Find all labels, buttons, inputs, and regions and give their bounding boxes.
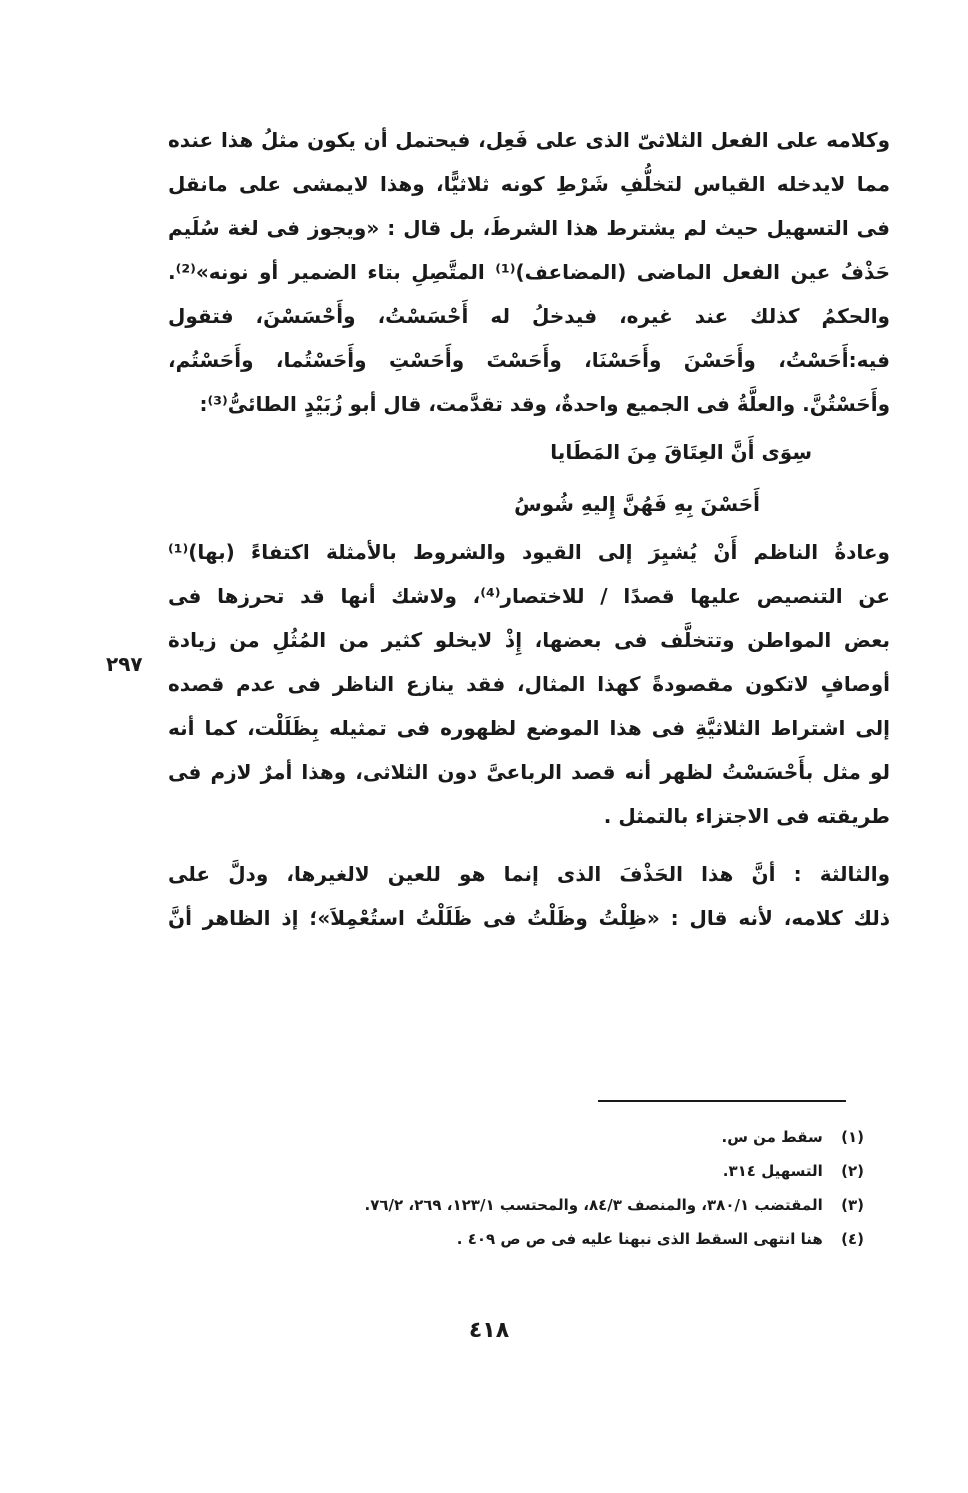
footnote-number: (٢) [841,1162,864,1180]
poetry-verse-2: أَحَسْنَ بِهِ فَهُنَّ إِليهِ شُوسُ [514,492,760,516]
text-line: أوصافٍ لاتكون مقصودةً كهذا المثال، فقد ينازع الناظر فى عدم قصده [168,672,890,696]
main-text [168,118,890,940]
footnote [290,1120,864,1154]
text-line: والحكمُ كذلك عند غيره، فيدخلُ له أَحْسَسْتُ، وأَحْسَسْنَ، فتقول [168,304,890,328]
text-line: عن التنصيص عليها قصدًا / للاختصار⁽⁴⁾، ولاشك أنها قد تحرزها فى [168,584,890,608]
text-line: وكلامه على الفعل الثلاثىّ الذى على فَعِل، فيحتمل أن يكون مثلُ هذا عنده [168,128,890,152]
footnote-number: (٣) [841,1196,864,1214]
footnote-text: هنا انتهى السقط الذى نبهنا عليه فى ص ص ٤٠٩ . [456,1230,823,1248]
footnote [290,1188,864,1222]
text-line: وأَحَسْتُنَّ. والعلَّةُ فى الجميع واحدةٌ، وقد تقدَّمت، قال أبو زُبَيْدٍ الطائىُّ⁽³⁾: [199,392,890,416]
footnote-text: سقط من س. [721,1128,823,1146]
page-number: ٤١٨ [468,1318,510,1343]
footnote-number: (١) [841,1128,864,1146]
text-line: حَذْفُ عين الفعل الماضى (المضاعف)⁽¹⁾ المتَّصِلِ بتاء الضمير أو نونه»⁽²⁾. [168,260,890,284]
text-line: بعض المواطن وتتخلَّف فى بعضها، إِذْ لايخلو كثير من المُثُلِ من زيادة [168,628,890,652]
paragraph-gap [168,838,890,852]
text-line: لو مثل بأَحْسَسْتُ لظهر أنه قصد الرباعىَّ دون الثلاثى، وهذا أمرٌ لازم فى [168,760,890,784]
poetry-verse-1: سِوَى أَنَّ العِتَاقَ مِنَ المَطَايا [550,440,812,464]
text-line: مما لايدخله القياس لتخلُّفِ شَرْطِ كونه ثلاثيًّا، وهذا لايمشى على مانقل [168,172,890,196]
text-line: إلى اشتراط الثلاثيَّةِ فى هذا الموضع لظهوره فى تمثيله بِظَلَلْت، كما أنه [168,716,890,740]
footnote [290,1154,864,1188]
text-line: فى التسهيل حيث لم يشترط هذا الشرطَ، بل قال : «ويجوز فى لغة سُلَيم [168,216,890,240]
footnote-text: المقتضب ٣٨٠/١، والمنصف ٨٤/٣، والمحتسب ١٢٣/١، ٢٦٩، ٧٦/٢. [364,1196,823,1214]
footnotes [290,1120,864,1256]
text-line: طريقته فى الاجتزاء بالتمثل . [603,804,890,828]
manuscript-folio-number: ٢٩٧ [106,652,143,676]
text-line: ذلك كلامه، لأنه قال : «ظِلْتُ وظَلْتُ فى ظَلَلْتُ استُعْمِلاَ»؛ إذ الظاهر أنَّ [168,906,890,930]
text-line: والثالثة : أنَّ هذا الحَذْفَ الذى إنما هو للعين لالغيرها، ودلَّ على [168,862,890,886]
footnote [290,1222,864,1256]
footnote-number: (٤) [841,1230,864,1248]
footnote-text: التسهيل ٣١٤. [722,1162,823,1180]
text-line: وعادةُ الناظم أَنْ يُشيِرَ إلى القيود والشروط بالأمثلة اكتفاءً (بها)⁽¹⁾ [168,540,890,564]
text-line: فيه:أَحَسْتُ، وأَحَسْنَ وأَحَسْنَا، وأَحَسْتَ وأَحَسْتِ وأَحَسْتُما، وأَحَسْتُم، [168,348,890,372]
footnote-separator [598,1100,846,1102]
